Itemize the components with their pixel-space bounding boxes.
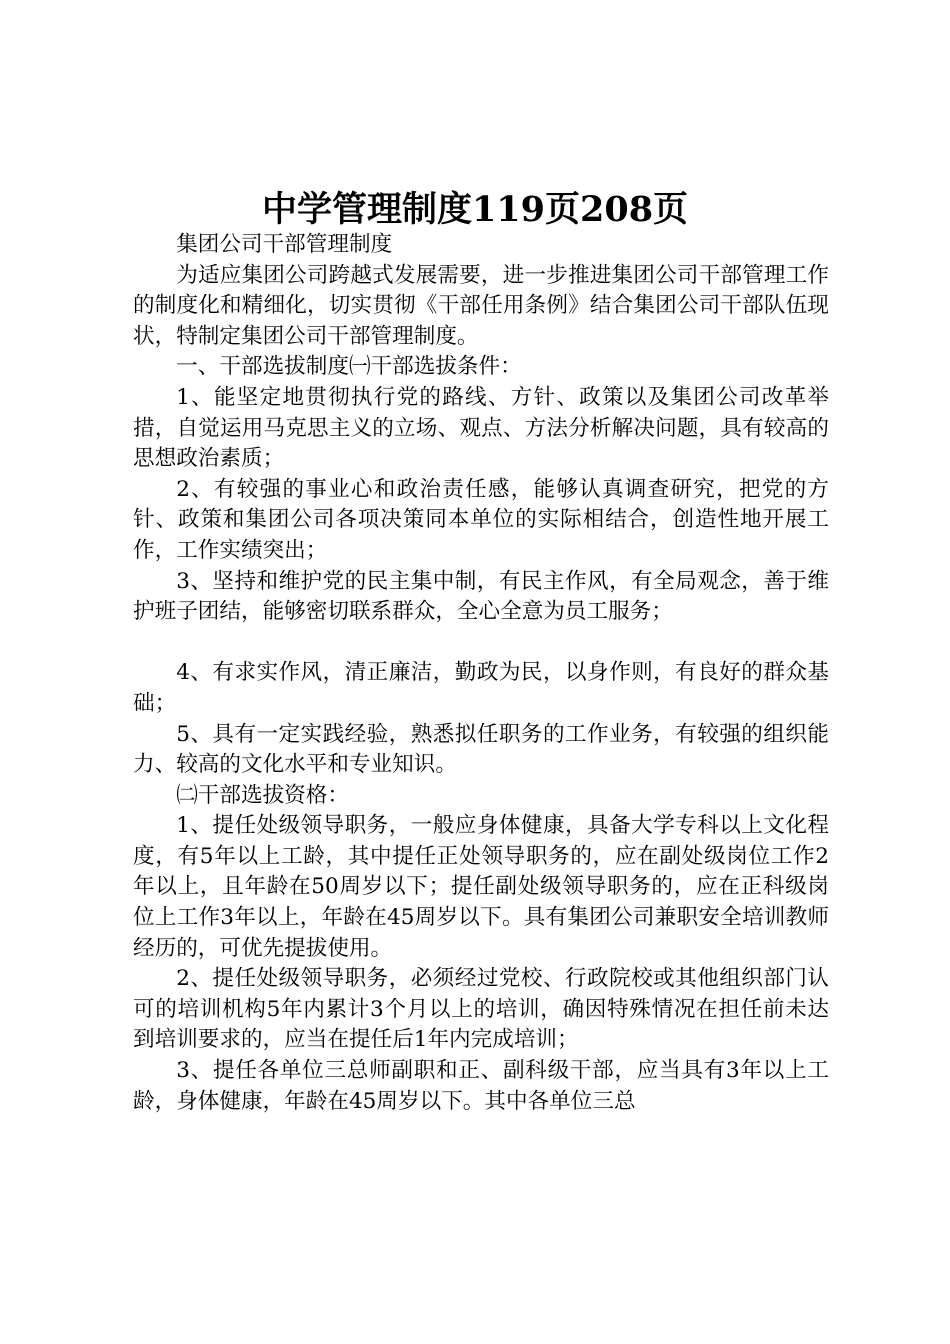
paragraph-qualification-2: 2、提任处级领导职务，必须经过党校、行政院校或其他组织部门认可的培训机构5年内累计3个月以上的培训，确因特殊情况在担任前未达到培训要求的，应当在提任后1年内完成培训； bbox=[133, 966, 829, 1053]
paragraph-condition-4: 4、有求实作风，清正廉洁，勤政为民，以身作则，有良好的群众基础； bbox=[133, 660, 829, 716]
paragraph-qualification-3: 3、提任各单位三总师副职和正、副科级干部，应当具有3年以上工龄，身体健康，年龄在45周岁以下。其中各单位三总 bbox=[133, 1058, 829, 1114]
paragraph-spacer bbox=[133, 628, 829, 659]
paragraph-condition-5: 5、具有一定实践经验，熟悉拟任职务的工作业务，有较强的组织能力、较高的文化水平和专业知识。 bbox=[133, 721, 829, 778]
document-title: 中学管理制度119页208页 bbox=[261, 189, 689, 230]
paragraph-qualification-1: 1、提任处级领导职务，一般应身体健康，具备大学专科以上文化程度，有5年以上工龄，其中提任正处领导职务的，应在副处级岗位工作2年以上，且年龄在50周岁以下；提任副处级领导职务的，应在正科级岗位上工作3年以上，年龄在45周岁以下。具有集团公司兼职安全培训教师经历的，可优先提拔使用。 bbox=[133, 813, 829, 961]
paragraph-condition-2: 2、有较强的事业心和政治责任感，能够认真调查研究，把党的方针、政策和集团公司各项决策同本单位的实际相结合，创造性地开展工作，工作实绩突出； bbox=[133, 476, 829, 563]
paragraph-condition-3: 3、坚持和维护党的民主集中制，有民主作风，有全局观念，善于维护班子团结，能够密切联系群众，全心全意为员工服务； bbox=[133, 568, 829, 625]
document-body bbox=[133, 230, 829, 1117]
paragraph-intro: 为适应集团公司跨越式发展需要，进一步推进集团公司干部管理工作的制度化和精细化，切实贯彻《干部任用条例》结合集团公司干部队伍现状，特制定集团公司干部管理制度。 bbox=[133, 262, 829, 349]
paragraph-subtitle: 集团公司干部管理制度 bbox=[176, 232, 393, 257]
paragraph-condition-1: 1、能坚定地贯彻执行党的路线、方针、政策以及集团公司改革举措，自觉运用马克思主义的立场、观点、方法分析解决问题，具有较高的思想政治素质； bbox=[133, 384, 829, 472]
paragraph-qualification-heading: ㈡干部选拔资格： bbox=[176, 782, 349, 808]
paragraph-section-heading: 一、干部选拔制度㈠干部选拔条件： bbox=[176, 354, 522, 380]
